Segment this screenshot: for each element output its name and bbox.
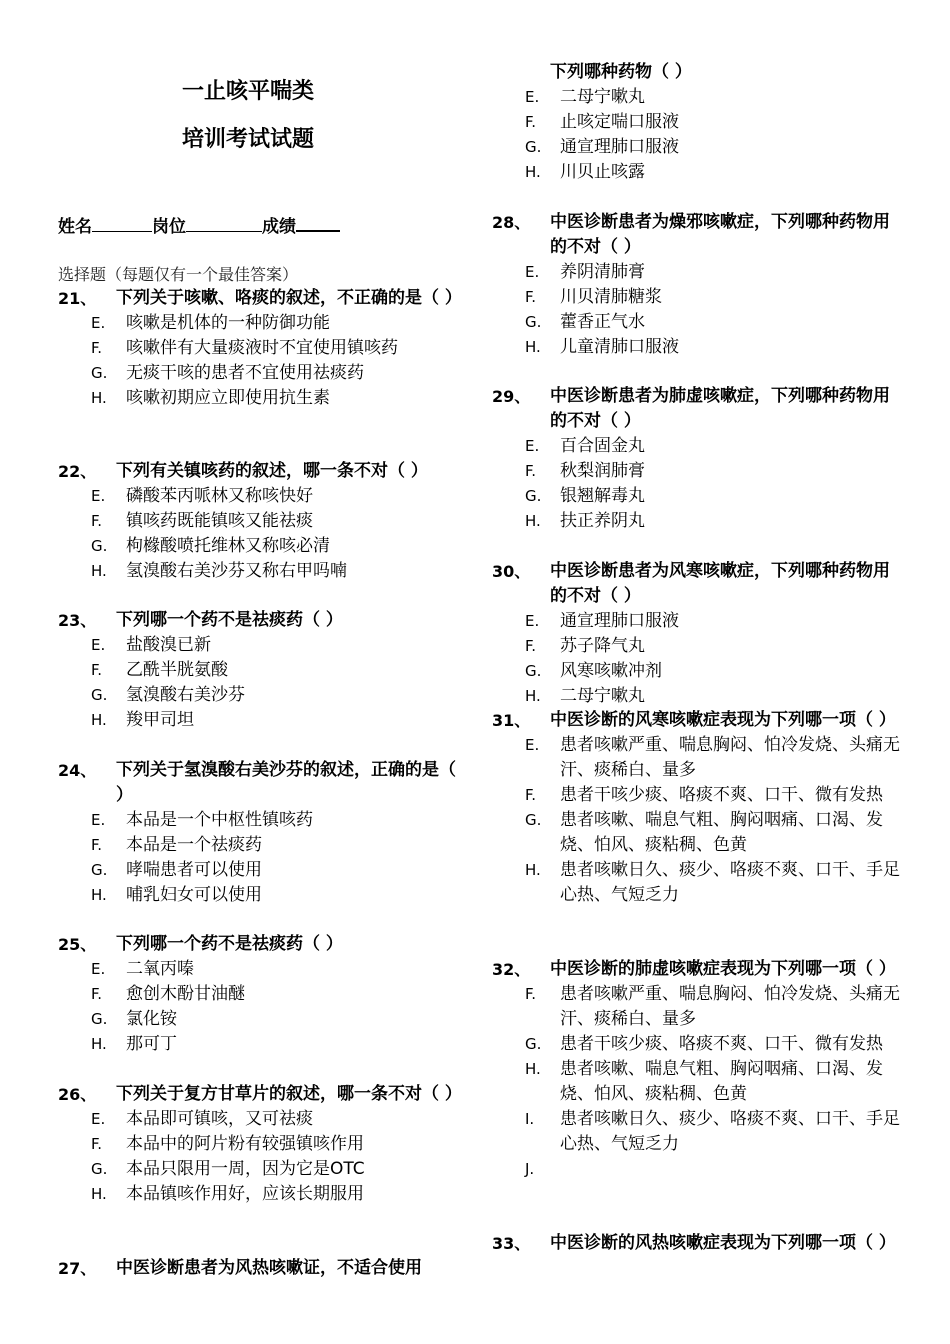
question-30 xyxy=(492,559,902,709)
option-letter: E. xyxy=(525,88,540,106)
option-letter: E. xyxy=(525,437,540,455)
question-text: 下列关于复方甘草片的叙述，哪一条不对（ ） xyxy=(116,1084,462,1104)
option-letter: G. xyxy=(525,313,542,331)
option-letter: G. xyxy=(525,138,542,156)
option[interactable] xyxy=(58,982,468,1007)
option-letter: H. xyxy=(525,338,541,356)
option-list xyxy=(58,1107,468,1207)
option-text: 通宣理肺口服液 xyxy=(560,137,679,157)
option[interactable] xyxy=(58,633,468,658)
question-number: 22、 xyxy=(58,462,97,481)
option-text: 哺乳妇女可以使用 xyxy=(126,885,262,905)
option-text: 羧甲司坦 xyxy=(126,710,194,730)
option[interactable] xyxy=(58,883,468,908)
option[interactable] xyxy=(492,135,902,160)
question-text: 下列哪一个药不是祛痰药（ ） xyxy=(116,934,343,954)
option-text: 秋梨润肺膏 xyxy=(560,461,645,481)
option-text: 儿童清肺口服液 xyxy=(560,337,679,357)
question-number: 30、 xyxy=(492,562,531,581)
question-number: 27、 xyxy=(58,1259,97,1278)
option-text: 镇咳药既能镇咳又能祛痰 xyxy=(126,511,313,531)
option[interactable] xyxy=(492,609,902,634)
question-28 xyxy=(492,210,902,360)
option[interactable] xyxy=(58,1107,468,1132)
question-text: 下列关于咳嗽、咯痰的叙述，不正确的是（ ） xyxy=(116,288,462,308)
option[interactable] xyxy=(492,285,902,310)
option-text: 川贝止咳露 xyxy=(560,162,645,182)
option-letter: F. xyxy=(91,985,102,1003)
question-text: 中医诊断的肺虚咳嗽症表现为下列哪一项（ ） xyxy=(550,959,896,979)
score-label: 成绩 xyxy=(262,217,296,237)
option-letter: F. xyxy=(91,339,102,357)
option-letter: I. xyxy=(525,1110,535,1128)
question-text-continued: 下列哪种药物（ ） xyxy=(550,62,692,82)
option[interactable] xyxy=(58,311,468,336)
option-text: 咳嗽伴有大量痰液时不宜使用镇咳药 xyxy=(126,338,398,358)
option-letter: H. xyxy=(525,1060,541,1078)
option[interactable] xyxy=(492,85,902,110)
option-text: 养阴清肺膏 xyxy=(560,262,645,282)
option-text: 哮喘患者可以使用 xyxy=(126,860,262,880)
option-list xyxy=(492,434,902,534)
title-line-2: 培训考试试题 xyxy=(182,127,315,152)
option[interactable] xyxy=(58,509,468,534)
question-number: 24、 xyxy=(58,761,97,780)
question-33 xyxy=(492,1231,902,1256)
question-21 xyxy=(58,286,468,411)
option[interactable] xyxy=(492,484,902,509)
question-number: 29、 xyxy=(492,387,531,406)
option-list xyxy=(58,808,468,908)
option-text: 本品是一个中枢性镇咳药 xyxy=(126,810,313,830)
option[interactable] xyxy=(58,957,468,982)
option-letter: F. xyxy=(525,462,536,480)
option[interactable] xyxy=(58,559,468,584)
option[interactable] xyxy=(58,658,468,683)
question-text: 中医诊断的风寒咳嗽症表现为下列哪一项（ ） xyxy=(550,710,896,730)
option-text: 二母宁嗽丸 xyxy=(560,87,645,107)
question-number: 33、 xyxy=(492,1234,531,1253)
option-text: 二氧丙嗪 xyxy=(126,959,194,979)
option-letter: E. xyxy=(525,263,540,281)
option-letter: E. xyxy=(525,736,540,754)
option-letter: F. xyxy=(91,661,102,679)
option-letter: G. xyxy=(91,686,108,704)
option-list xyxy=(492,982,902,1182)
option-text: 患者干咳少痰、咯痰不爽、口干、微有发热 xyxy=(560,1034,883,1054)
option-text: 二母宁嗽丸 xyxy=(560,686,645,706)
option-text: 患者咳嗽严重、喘息胸闷、怕冷发烧、头痛无汗、痰稀白、量多 xyxy=(560,735,900,780)
option[interactable] xyxy=(492,634,902,659)
option-text: 氢溴酸右美沙芬 xyxy=(126,685,245,705)
option-text: 患者咳嗽严重、喘息胸闷、怕冷发烧、头痛无汗、痰稀白、量多 xyxy=(560,984,900,1029)
option[interactable] xyxy=(58,534,468,559)
info-header xyxy=(58,212,340,237)
option-text: 患者咳嗽、喘息气粗、胸闷咽痛、口渴、发烧、怕风、痰粘稠、色黄 xyxy=(560,1059,883,1104)
option-letter: F. xyxy=(91,836,102,854)
question-22 xyxy=(58,459,468,584)
option-text: 苏子降气丸 xyxy=(560,636,645,656)
option-text: 患者咳嗽、喘息气粗、胸闷咽痛、口渴、发烧、怕风、痰粘稠、色黄 xyxy=(560,810,883,855)
option-letter: F. xyxy=(91,512,102,530)
option[interactable] xyxy=(58,1132,468,1157)
question-27-continued xyxy=(492,60,902,185)
option-text: 通宣理肺口服液 xyxy=(560,611,679,631)
option-text: 藿香正气水 xyxy=(560,312,645,332)
option-text: 盐酸溴已新 xyxy=(126,635,211,655)
question-24 xyxy=(58,758,468,908)
option[interactable] xyxy=(58,361,468,386)
question-text: 下列关于氢溴酸右美沙芬的叙述，正确的是（ ） xyxy=(116,760,456,805)
option-letter: E. xyxy=(91,487,106,505)
question-text: 中医诊断的风热咳嗽症表现为下列哪一项（ ） xyxy=(550,1233,896,1253)
instructions: 选择题（每题仅有一个最佳答案） xyxy=(58,265,299,284)
option-letter: G. xyxy=(525,487,542,505)
option-letter: G. xyxy=(91,1010,108,1028)
option-letter: F. xyxy=(525,637,536,655)
option[interactable] xyxy=(492,160,902,185)
option-letter: H. xyxy=(91,389,107,407)
name-blank[interactable] xyxy=(92,231,152,232)
option-letter: G. xyxy=(525,1035,542,1053)
option-letter: E. xyxy=(91,636,106,654)
option-letter: G. xyxy=(91,861,108,879)
option-letter: G. xyxy=(525,811,542,829)
option-letter: F. xyxy=(525,985,536,1003)
option[interactable] xyxy=(58,386,468,411)
option-text: 本品即可镇咳，又可祛痰 xyxy=(126,1109,313,1129)
question-23 xyxy=(58,608,468,733)
option[interactable] xyxy=(492,509,902,534)
option-list xyxy=(58,484,468,584)
option-letter: H. xyxy=(91,562,107,580)
option[interactable] xyxy=(58,833,468,858)
name-label: 姓名 xyxy=(58,217,92,237)
option-text: 患者咳嗽日久、痰少、咯痰不爽、口干、手足心热、气短乏力 xyxy=(560,1109,900,1154)
option-text: 风寒咳嗽冲剂 xyxy=(560,661,662,681)
option[interactable] xyxy=(492,733,902,783)
option-letter: H. xyxy=(91,1185,107,1203)
option-letter: H. xyxy=(91,1035,107,1053)
question-31 xyxy=(492,708,902,908)
option-letter: E. xyxy=(91,314,106,332)
question-text: 中医诊断患者为风寒咳嗽症，下列哪种药物用的不对（ ） xyxy=(550,561,890,606)
option-text: 本品是一个祛痰药 xyxy=(126,835,262,855)
option[interactable] xyxy=(58,708,468,733)
option-letter: H. xyxy=(525,163,541,181)
option[interactable] xyxy=(492,1032,902,1057)
option-list xyxy=(58,633,468,733)
option-text: 无痰干咳的患者不宜使用祛痰药 xyxy=(126,363,364,383)
question-number: 28、 xyxy=(492,213,531,232)
question-number: 31、 xyxy=(492,711,531,730)
question-text: 中医诊断患者为风热咳嗽证，不适合使用 xyxy=(116,1258,422,1278)
option[interactable] xyxy=(492,1157,902,1182)
option-letter: G. xyxy=(525,662,542,680)
option-text: 本品只限用一周，因为它是OTC xyxy=(126,1159,365,1179)
question-number: 23、 xyxy=(58,611,97,630)
option-list xyxy=(58,957,468,1057)
option[interactable] xyxy=(492,260,902,285)
question-32 xyxy=(492,957,902,1182)
option-text: 百合固金丸 xyxy=(560,436,645,456)
option[interactable] xyxy=(492,110,902,135)
question-29 xyxy=(492,384,902,534)
option-text: 乙酰半胱氨酸 xyxy=(126,660,228,680)
question-text: 下列有关镇咳药的叙述，哪一条不对（ ） xyxy=(116,461,428,481)
position-label: 岗位 xyxy=(152,217,186,237)
position-blank[interactable] xyxy=(186,231,262,232)
option-letter: E. xyxy=(91,960,106,978)
question-text: 下列哪一个药不是祛痰药（ ） xyxy=(116,610,343,630)
option-letter: E. xyxy=(91,1110,106,1128)
option[interactable] xyxy=(58,1007,468,1032)
question-number: 25、 xyxy=(58,935,97,954)
option-letter: H. xyxy=(525,512,541,530)
option[interactable] xyxy=(58,1032,468,1057)
option-text: 氯化铵 xyxy=(126,1009,177,1029)
option-text: 川贝清肺糖浆 xyxy=(560,287,662,307)
option[interactable] xyxy=(492,459,902,484)
option-list xyxy=(492,609,902,709)
option-text: 患者干咳少痰、咯痰不爽、口干、微有发热 xyxy=(560,785,883,805)
option[interactable] xyxy=(58,808,468,833)
option-letter: E. xyxy=(525,612,540,630)
option-letter: H. xyxy=(91,711,107,729)
option-text: 枸橼酸喷托维林又称咳必清 xyxy=(126,536,330,556)
option-letter: F. xyxy=(525,288,536,306)
option-text: 银翘解毒丸 xyxy=(560,486,645,506)
option-letter: F. xyxy=(91,1135,102,1153)
option-text: 止咳定喘口服液 xyxy=(560,112,679,132)
question-27 xyxy=(58,1256,468,1281)
title-line-1: 一止咳平喘类 xyxy=(182,79,315,104)
option-text: 患者咳嗽日久、痰少、咯痰不爽、口干、手足心热、气短乏力 xyxy=(560,860,900,905)
option-letter: H. xyxy=(91,886,107,904)
option-letter: G. xyxy=(91,364,108,382)
option[interactable] xyxy=(492,1107,902,1157)
option[interactable] xyxy=(58,1182,468,1207)
option[interactable] xyxy=(492,310,902,335)
option-letter: G. xyxy=(91,1160,108,1178)
question-text: 中医诊断患者为燥邪咳嗽症，下列哪种药物用的不对（ ） xyxy=(550,212,890,257)
question-26 xyxy=(58,1082,468,1207)
option[interactable] xyxy=(492,434,902,459)
option[interactable] xyxy=(492,982,902,1032)
option[interactable] xyxy=(492,1057,902,1107)
option[interactable] xyxy=(58,484,468,509)
option[interactable] xyxy=(492,335,902,360)
option-text: 本品镇咳作用好，应该长期服用 xyxy=(126,1184,364,1204)
option-text: 愈创木酚甘油醚 xyxy=(126,984,245,1004)
question-number: 26、 xyxy=(58,1085,97,1104)
option-list xyxy=(492,85,902,185)
option-text: 氢溴酸右美沙芬又称右甲吗喃 xyxy=(126,561,347,581)
question-text: 中医诊断患者为肺虚咳嗽症，下列哪种药物用的不对（ ） xyxy=(550,386,890,431)
option-letter: H. xyxy=(525,861,541,879)
option[interactable] xyxy=(492,684,902,709)
option-letter: H. xyxy=(525,687,541,705)
option[interactable] xyxy=(492,659,902,684)
option-letter: F. xyxy=(525,113,536,131)
score-blank[interactable] xyxy=(296,230,340,232)
option[interactable] xyxy=(492,783,902,808)
option-text: 本品中的阿片粉有较强镇咳作用 xyxy=(126,1134,364,1154)
option-list xyxy=(492,260,902,360)
question-25 xyxy=(58,932,468,1057)
option-text: 那可丁 xyxy=(126,1034,177,1054)
option-list xyxy=(492,733,902,908)
option-letter: E. xyxy=(91,811,106,829)
option-letter: F. xyxy=(525,786,536,804)
option[interactable] xyxy=(492,808,902,858)
option[interactable] xyxy=(58,858,468,883)
option-letter: G. xyxy=(91,537,108,555)
option[interactable] xyxy=(58,336,468,361)
option-text: 咳嗽是机体的一种防御功能 xyxy=(126,313,330,333)
option-text: 咳嗽初期应立即使用抗生素 xyxy=(126,388,330,408)
question-number: 21、 xyxy=(58,289,97,308)
question-number: 32、 xyxy=(492,960,531,979)
option[interactable] xyxy=(58,683,468,708)
option-text: 磷酸苯丙哌林又称咳快好 xyxy=(126,486,313,506)
option[interactable] xyxy=(58,1157,468,1182)
option[interactable] xyxy=(492,858,902,908)
option-text: 扶正养阴丸 xyxy=(560,511,645,531)
option-letter: J. xyxy=(525,1160,535,1178)
option-list xyxy=(58,311,468,411)
